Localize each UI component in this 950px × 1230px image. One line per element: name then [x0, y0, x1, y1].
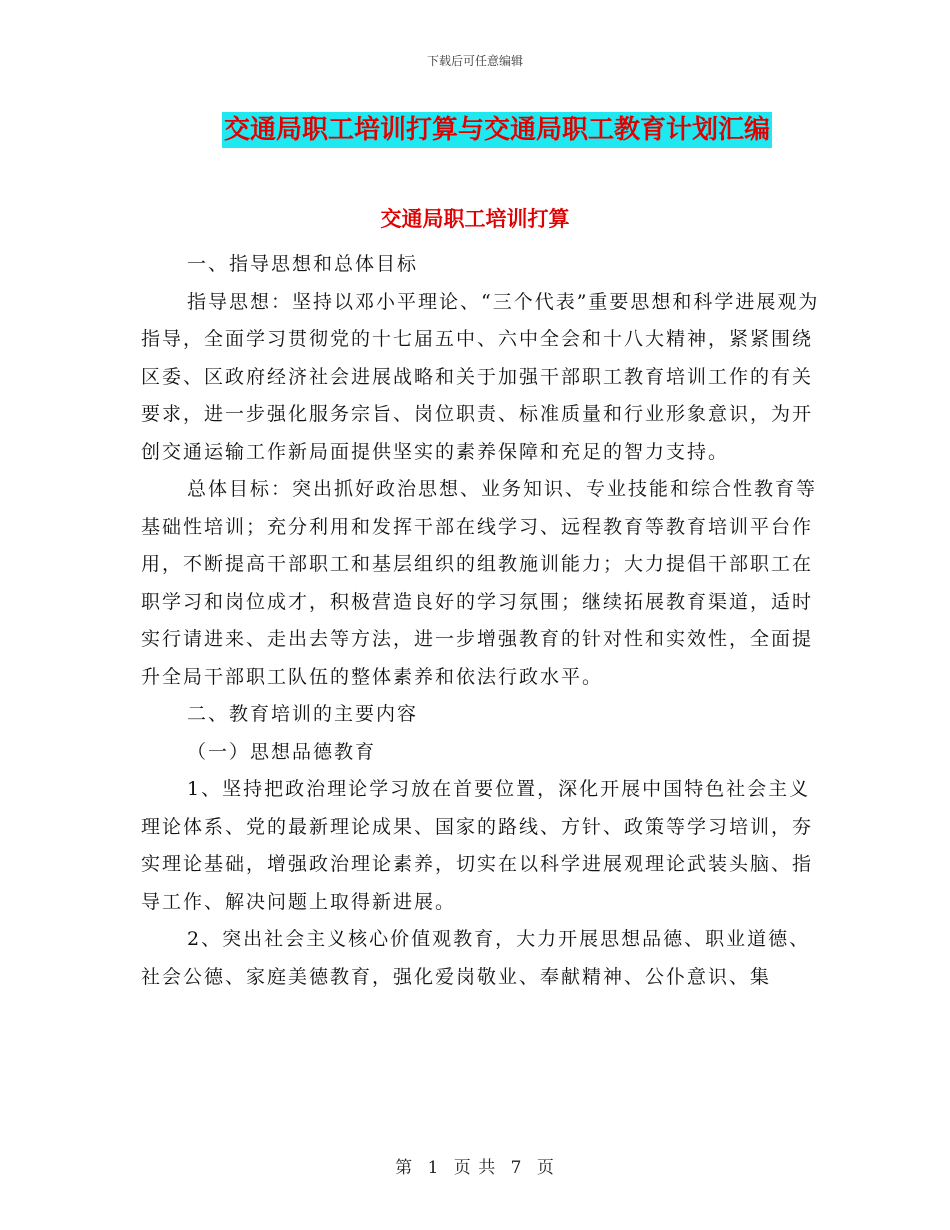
header-note: 下载后可任意编辑 [426, 54, 523, 68]
page-footer [0, 1153, 950, 1178]
footer-middle: 页 共 [453, 1158, 497, 1178]
page-total: 7 [510, 1158, 523, 1178]
footer-suffix: 页 [536, 1158, 555, 1178]
heading-main-content: 二、教育培训的主要内容 [187, 703, 419, 725]
document-main-title: 交通局职工培训打算与交通局职工教育计划汇编 [222, 112, 772, 148]
paragraph-guiding-ideology: 指导思想：坚持以邓小平理论、“三个代表”重要思想和科学进展观为指导，全面学习贯彻党的十七届五中、六中全会和十八大精神，紧紧围绕区委、区政府经济社会进展战略和关于加强干部职工教育培训工作的有关要求，进一步强化服务宗旨、岗位职责、标准质量和行业形象意识，为开创交通运输工作新局面提供坚实的素养保障和充足的智力支持。 [141, 290, 820, 463]
heading-guiding-ideology-and-goals: 一、指导思想和总体目标 [187, 253, 419, 275]
footer-prefix: 第 [395, 1158, 414, 1178]
paragraph-item-1: 1、坚持把政治理论学习放在首要位置，深化开展中国特色社会主义理论体系、党的最新理论成果、国家的路线、方针、政策等学习培训，夯实理论基础，增强政治理论素养，切实在以科学进展观理论武装头脑、指导工作、解决问题上取得新进展。 [141, 778, 814, 913]
heading-moral-education: （一）思想品德教育 [187, 740, 377, 763]
section-title: 交通局职工培训打算 [380, 206, 570, 231]
paragraph-overall-goals: 总体目标：突出抓好政治思想、业务知识、专业技能和综合性教育等基础性培训；充分利用和发挥干部在线学习、远程教育等教育培训平台作用，不断提高干部职工和基层组织的组教施训能力；大力提倡干部职工在职学习和岗位成才，积极营造良好的学习氛围；继续拓展教育渠道，适时实行请进来、走出去等方法，进一步增强教育的针对性和实效性，全面提升全局干部职工队伍的整体素养和依法行政水平。 [141, 478, 818, 688]
paragraph-item-2: 2、突出社会主义核心价值观教育，大力开展思想品德、职业道德、社会公德、家庭美德教育，强化爱岗敬业、奉献精神、公仆意识、集 [141, 928, 811, 988]
page-number: 1 [427, 1158, 440, 1178]
document-body [141, 246, 821, 996]
